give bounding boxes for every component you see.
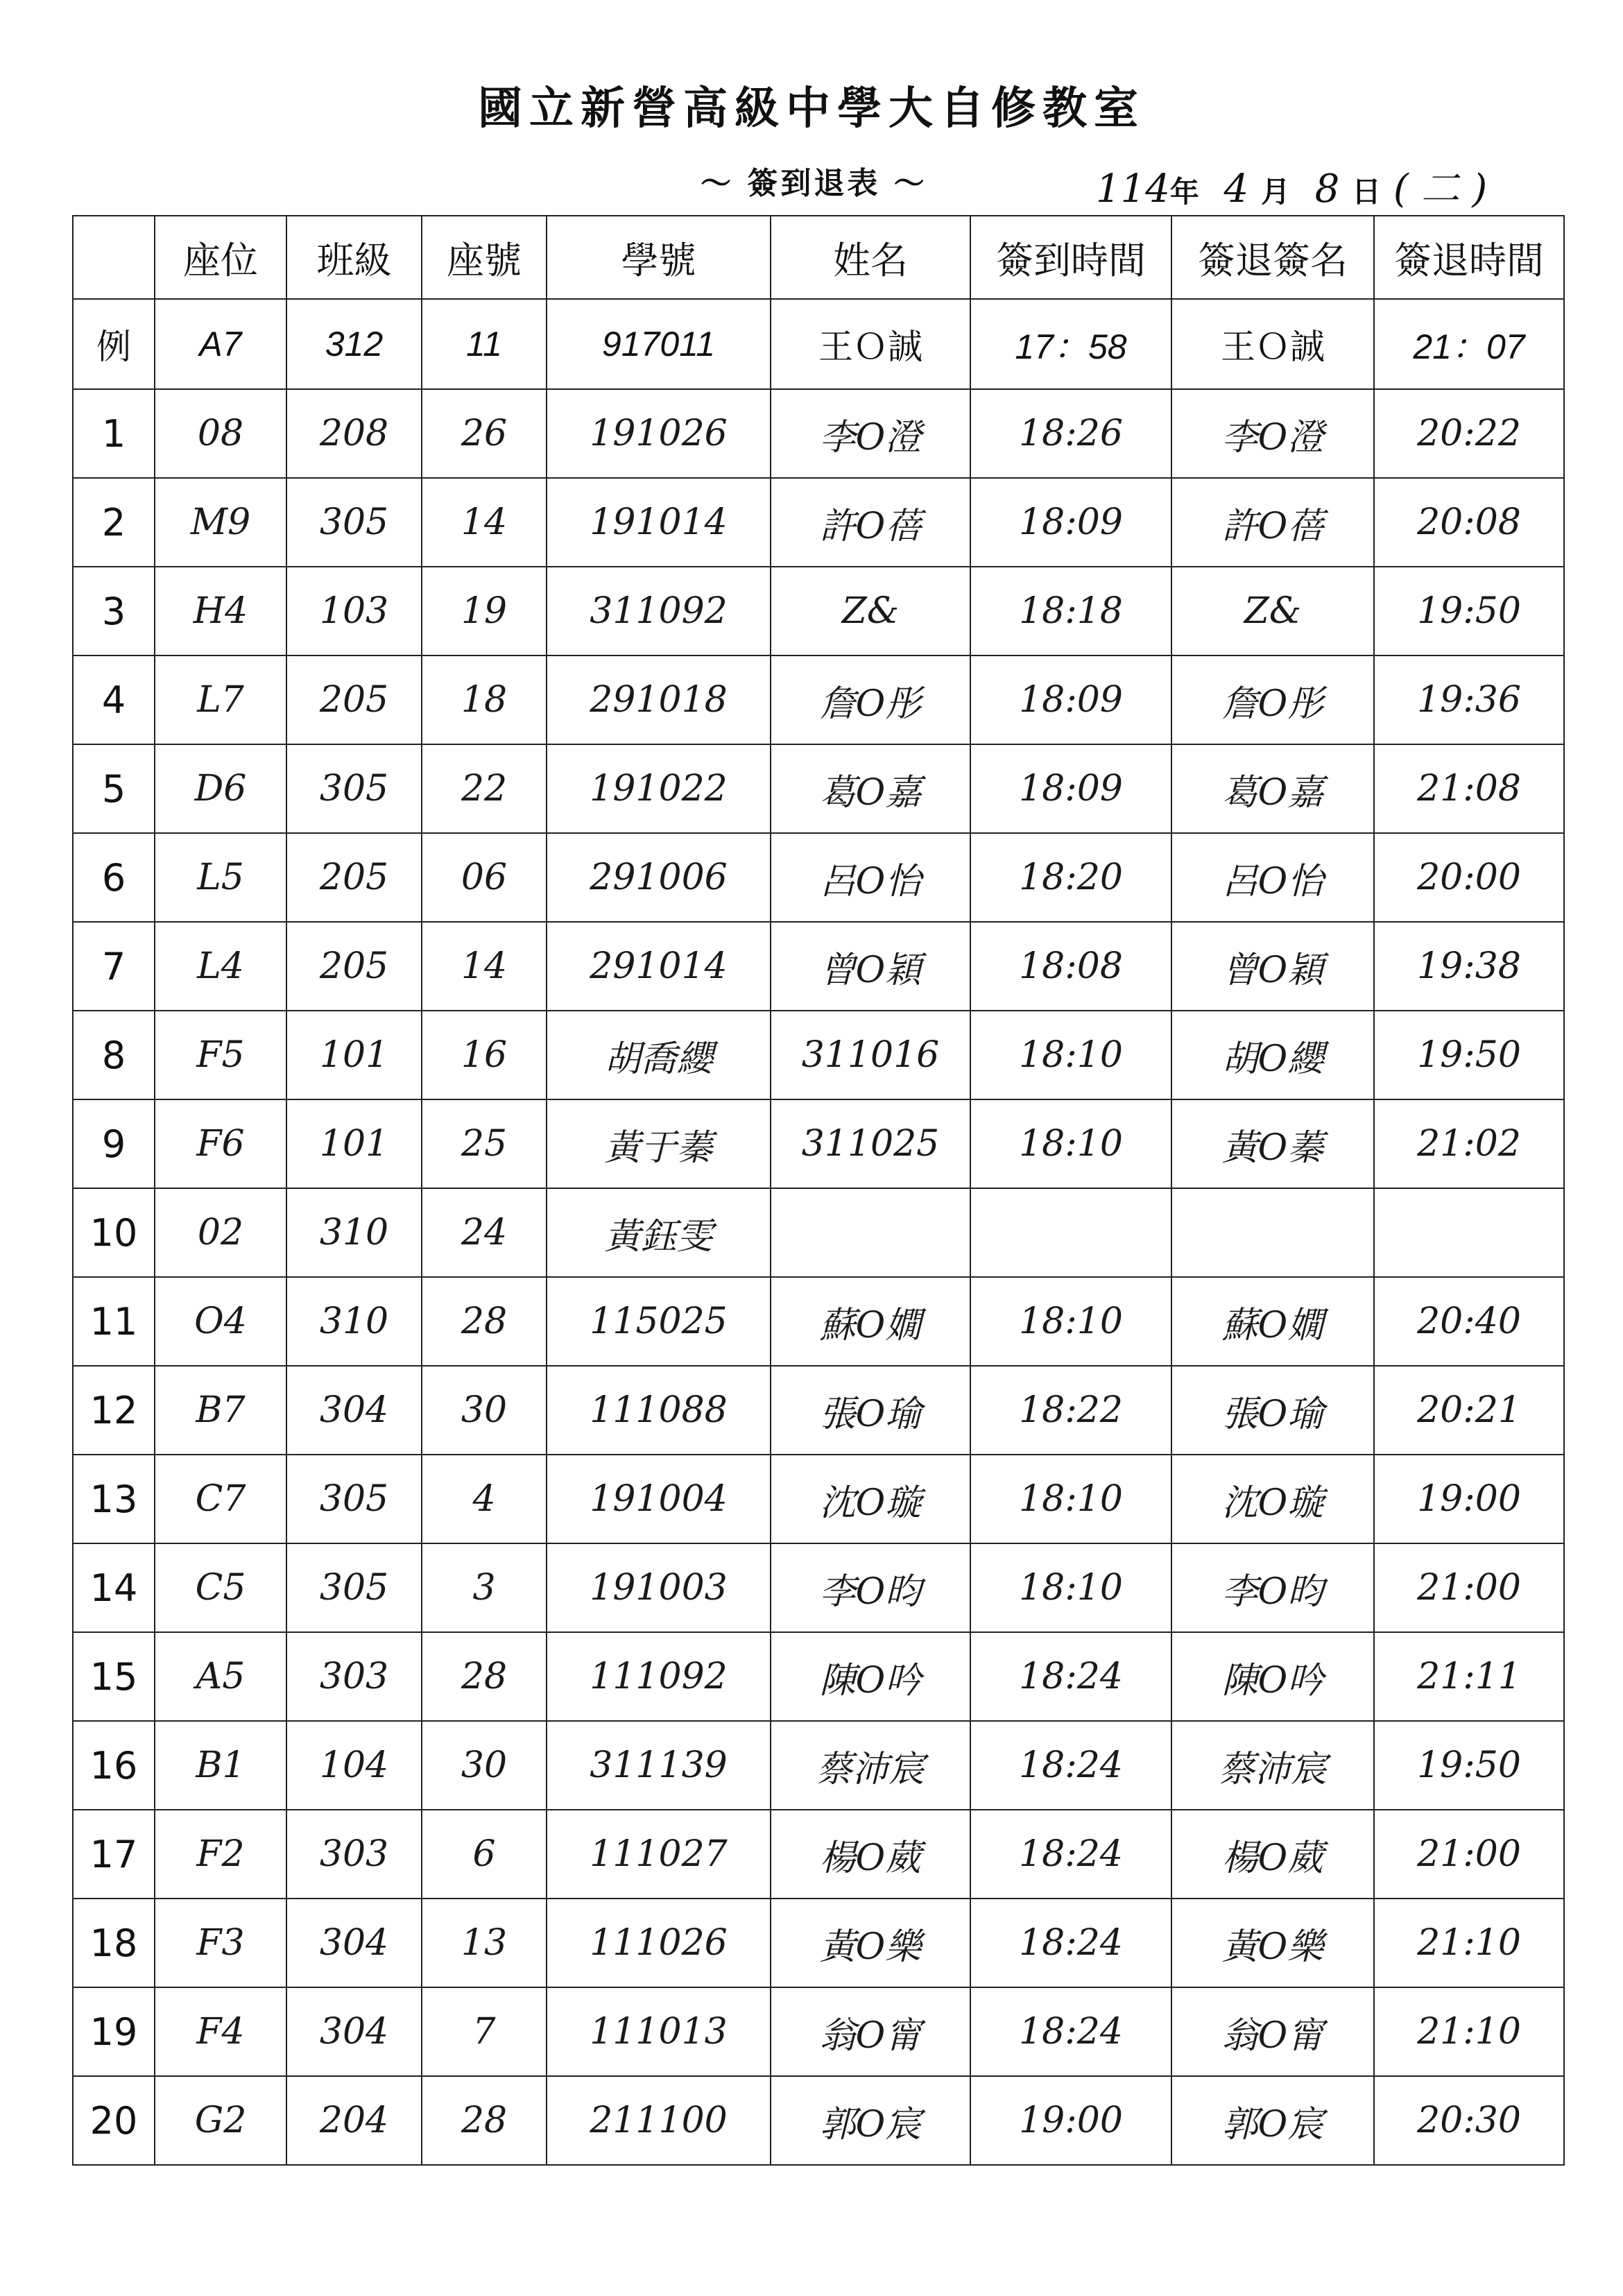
example-number: 11 <box>422 299 547 389</box>
cell-seat: L5 <box>155 833 286 922</box>
cell-seat: F2 <box>155 1810 286 1899</box>
date-line <box>1096 158 1487 214</box>
cell-number: 13 <box>422 1899 547 1987</box>
row-number: 18 <box>73 1899 155 1987</box>
cell-checkin: 18:10 <box>970 1011 1171 1099</box>
table-row <box>73 1543 1564 1632</box>
signin-table <box>72 215 1565 2166</box>
cell-checkout: 19:50 <box>1374 1011 1564 1099</box>
cell-checkin: 18:20 <box>970 833 1171 922</box>
col-header-checkout: 簽退時間 <box>1374 216 1564 299</box>
cell-class: 310 <box>286 1188 422 1277</box>
cell-class: 205 <box>286 833 422 922</box>
cell-signout-name: 翁O甯 <box>1171 1987 1374 2076</box>
cell-checkin: 18:22 <box>970 1366 1171 1455</box>
cell-checkout <box>1374 1188 1564 1277</box>
cell-name: 曾O穎 <box>771 922 970 1011</box>
cell-checkout: 19:38 <box>1374 922 1564 1011</box>
cell-class: 304 <box>286 1987 422 2076</box>
row-number: 19 <box>73 1987 155 2076</box>
cell-student-id: 111092 <box>547 1632 771 1721</box>
cell-checkin: 18:24 <box>970 1721 1171 1810</box>
cell-number: 19 <box>422 567 547 656</box>
cell-number: 06 <box>422 833 547 922</box>
table-row <box>73 1632 1564 1721</box>
cell-checkout: 20:22 <box>1374 389 1564 478</box>
cell-checkout: 21:10 <box>1374 1987 1564 2076</box>
cell-student-id: 291018 <box>547 656 771 744</box>
cell-checkout: 21:08 <box>1374 744 1564 833</box>
cell-seat: M9 <box>155 478 286 567</box>
row-number: 4 <box>73 656 155 744</box>
cell-signout-name: 沈O璇 <box>1171 1455 1374 1543</box>
cell-number: 3 <box>422 1543 547 1632</box>
cell-signout-name: 蔡沛宸 <box>1171 1721 1374 1810</box>
cell-class: 305 <box>286 1455 422 1543</box>
cell-checkin: 19:00 <box>970 2076 1171 2165</box>
table-row <box>73 1366 1564 1455</box>
date-weekday: ( 二 ) <box>1393 166 1488 212</box>
cell-checkin: 18:08 <box>970 922 1171 1011</box>
table-row <box>73 2076 1564 2165</box>
table-row <box>73 567 1564 656</box>
cell-checkout: 19:50 <box>1374 1721 1564 1810</box>
cell-class: 101 <box>286 1011 422 1099</box>
cell-signout-name: 陳O吟 <box>1171 1632 1374 1721</box>
cell-student-id: 111013 <box>547 1987 771 2076</box>
cell-name: 呂O怡 <box>771 833 970 922</box>
cell-signout-name: 楊O葳 <box>1171 1810 1374 1899</box>
cell-name: 許O蓓 <box>771 478 970 567</box>
cell-number: 26 <box>422 389 547 478</box>
cell-name: 黃O樂 <box>771 1899 970 1987</box>
cell-checkout: 20:40 <box>1374 1277 1564 1366</box>
cell-number: 22 <box>422 744 547 833</box>
cell-name <box>771 1188 970 1277</box>
cell-seat: B1 <box>155 1721 286 1810</box>
cell-checkin: 18:10 <box>970 1099 1171 1188</box>
date-year: 114 <box>1096 166 1170 212</box>
row-number: 9 <box>73 1099 155 1188</box>
cell-checkout: 20:30 <box>1374 2076 1564 2165</box>
row-number: 1 <box>73 389 155 478</box>
table-row <box>73 1099 1564 1188</box>
cell-student-id: 191026 <box>547 389 771 478</box>
table-row <box>73 1987 1564 2076</box>
cell-signout-name: 郭O宸 <box>1171 2076 1374 2165</box>
cell-class: 208 <box>286 389 422 478</box>
table-row <box>73 1899 1564 1987</box>
row-number: 6 <box>73 833 155 922</box>
example-seat: A7 <box>155 299 286 389</box>
cell-student-id: 111026 <box>547 1899 771 1987</box>
cell-signout-name: 許O蓓 <box>1171 478 1374 567</box>
cell-class: 104 <box>286 1721 422 1810</box>
col-header-class: 班級 <box>286 216 422 299</box>
cell-name: 陳O吟 <box>771 1632 970 1721</box>
cell-seat: L4 <box>155 922 286 1011</box>
cell-seat: A5 <box>155 1632 286 1721</box>
cell-student-id: 191022 <box>547 744 771 833</box>
cell-student-id: 191014 <box>547 478 771 567</box>
cell-number: 28 <box>422 1277 547 1366</box>
cell-number: 24 <box>422 1188 547 1277</box>
cell-student-id: 黃鈺雯 <box>547 1188 771 1277</box>
cell-name: 楊O葳 <box>771 1810 970 1899</box>
example-label: 例 <box>73 299 155 389</box>
cell-checkin: 18:24 <box>970 1899 1171 1987</box>
cell-seat: C5 <box>155 1543 286 1632</box>
page-subtitle: ～ 簽到退表 ～ <box>701 166 927 201</box>
cell-signout-name: 詹O彤 <box>1171 656 1374 744</box>
cell-class: 310 <box>286 1277 422 1366</box>
table-row <box>73 478 1564 567</box>
col-header-student-id: 學號 <box>547 216 771 299</box>
cell-number: 25 <box>422 1099 547 1188</box>
row-number: 7 <box>73 922 155 1011</box>
table-row <box>73 1011 1564 1099</box>
cell-seat: B7 <box>155 1366 286 1455</box>
cell-class: 205 <box>286 656 422 744</box>
cell-signout-name: 李O澄 <box>1171 389 1374 478</box>
cell-checkout: 19:00 <box>1374 1455 1564 1543</box>
cell-name: 李O澄 <box>771 389 970 478</box>
cell-class: 101 <box>286 1099 422 1188</box>
table-row <box>73 1810 1564 1899</box>
example-checkout: 21：07 <box>1374 299 1564 389</box>
example-class: 312 <box>286 299 422 389</box>
cell-checkout: 20:21 <box>1374 1366 1564 1455</box>
cell-class: 205 <box>286 922 422 1011</box>
example-row <box>73 299 1564 389</box>
cell-checkin: 18:10 <box>970 1455 1171 1543</box>
cell-number: 7 <box>422 1987 547 2076</box>
example-checkin: 17：58 <box>970 299 1171 389</box>
cell-seat: F4 <box>155 1987 286 2076</box>
table-row <box>73 833 1564 922</box>
table-row <box>73 1455 1564 1543</box>
cell-checkout: 20:00 <box>1374 833 1564 922</box>
cell-signout-name: 葛O嘉 <box>1171 744 1374 833</box>
cell-checkin: 18:09 <box>970 656 1171 744</box>
col-header-index <box>73 216 155 299</box>
cell-checkin: 18:10 <box>970 1543 1171 1632</box>
row-number: 17 <box>73 1810 155 1899</box>
table-row <box>73 922 1564 1011</box>
cell-seat: F3 <box>155 1899 286 1987</box>
col-header-signout-name: 簽退簽名 <box>1171 216 1374 299</box>
cell-class: 303 <box>286 1810 422 1899</box>
cell-checkin: 18:09 <box>970 744 1171 833</box>
cell-name: 翁O甯 <box>771 1987 970 2076</box>
page-title: 國立新營高級中學大自修教室 <box>478 83 1145 135</box>
cell-name: 李O昀 <box>771 1543 970 1632</box>
date-day: 8 <box>1314 166 1340 212</box>
cell-checkout: 21:00 <box>1374 1543 1564 1632</box>
cell-checkout: 19:50 <box>1374 567 1564 656</box>
cell-student-id: 黃于蓁 <box>547 1099 771 1188</box>
cell-seat: D6 <box>155 744 286 833</box>
row-number: 5 <box>73 744 155 833</box>
cell-number: 16 <box>422 1011 547 1099</box>
cell-seat: 08 <box>155 389 286 478</box>
cell-signout-name: 曾O穎 <box>1171 922 1374 1011</box>
row-number: 12 <box>73 1366 155 1455</box>
cell-number: 28 <box>422 1632 547 1721</box>
cell-student-id: 胡喬纓 <box>547 1011 771 1099</box>
cell-checkin: 18:10 <box>970 1277 1171 1366</box>
cell-seat: F6 <box>155 1099 286 1188</box>
cell-signout-name: 蘇O嫺 <box>1171 1277 1374 1366</box>
cell-student-id: 211100 <box>547 2076 771 2165</box>
cell-checkin: 18:09 <box>970 478 1171 567</box>
row-number: 20 <box>73 2076 155 2165</box>
date-month: 4 <box>1223 166 1249 212</box>
cell-name: 葛O嘉 <box>771 744 970 833</box>
table-row <box>73 1188 1564 1277</box>
row-number: 13 <box>73 1455 155 1543</box>
cell-name: 蘇O嫺 <box>771 1277 970 1366</box>
cell-number: 28 <box>422 2076 547 2165</box>
row-number: 10 <box>73 1188 155 1277</box>
cell-name: 311025 <box>771 1099 970 1188</box>
cell-signout-name: 呂O怡 <box>1171 833 1374 922</box>
row-number: 16 <box>73 1721 155 1810</box>
cell-class: 305 <box>286 478 422 567</box>
date-day-label: 日 <box>1352 175 1382 209</box>
cell-student-id: 191004 <box>547 1455 771 1543</box>
row-number: 8 <box>73 1011 155 1099</box>
cell-seat: 02 <box>155 1188 286 1277</box>
cell-signout-name: 黃O蓁 <box>1171 1099 1374 1188</box>
col-header-number: 座號 <box>422 216 547 299</box>
cell-number: 14 <box>422 478 547 567</box>
example-student-id: 917011 <box>547 299 771 389</box>
cell-seat: F5 <box>155 1011 286 1099</box>
table-row <box>73 744 1564 833</box>
col-header-checkin: 簽到時間 <box>970 216 1171 299</box>
cell-seat: H4 <box>155 567 286 656</box>
cell-checkout: 21:02 <box>1374 1099 1564 1188</box>
cell-number: 30 <box>422 1366 547 1455</box>
table-row <box>73 656 1564 744</box>
cell-checkin: 18:18 <box>970 567 1171 656</box>
row-number: 3 <box>73 567 155 656</box>
row-number: 15 <box>73 1632 155 1721</box>
date-year-label: 年 <box>1169 175 1199 209</box>
example-signout-name: 王Ｏ誠 <box>1171 299 1374 389</box>
cell-checkin <box>970 1188 1171 1277</box>
cell-signout-name: 張O瑜 <box>1171 1366 1374 1455</box>
cell-name: 蔡沛宸 <box>771 1721 970 1810</box>
cell-seat: O4 <box>155 1277 286 1366</box>
cell-checkout: 20:08 <box>1374 478 1564 567</box>
table-header-row <box>73 216 1564 299</box>
cell-number: 4 <box>422 1455 547 1543</box>
table-row <box>73 389 1564 478</box>
cell-checkin: 18:24 <box>970 1632 1171 1721</box>
date-month-label: 月 <box>1260 175 1290 209</box>
cell-class: 304 <box>286 1899 422 1987</box>
cell-student-id: 111027 <box>547 1810 771 1899</box>
cell-student-id: 115025 <box>547 1277 771 1366</box>
cell-class: 204 <box>286 2076 422 2165</box>
row-number: 11 <box>73 1277 155 1366</box>
cell-name: 詹O彤 <box>771 656 970 744</box>
cell-student-id: 291006 <box>547 833 771 922</box>
cell-class: 103 <box>286 567 422 656</box>
table-row <box>73 1721 1564 1810</box>
cell-seat: L7 <box>155 656 286 744</box>
cell-signout-name: 黃O樂 <box>1171 1899 1374 1987</box>
cell-number: 18 <box>422 656 547 744</box>
col-header-name: 姓名 <box>771 216 970 299</box>
cell-number: 14 <box>422 922 547 1011</box>
cell-checkin: 18:24 <box>970 1810 1171 1899</box>
cell-checkout: 21:00 <box>1374 1810 1564 1899</box>
row-number: 2 <box>73 478 155 567</box>
cell-name: 張O瑜 <box>771 1366 970 1455</box>
cell-number: 30 <box>422 1721 547 1810</box>
cell-class: 305 <box>286 1543 422 1632</box>
cell-name: Z& <box>771 567 970 656</box>
cell-checkout: 21:11 <box>1374 1632 1564 1721</box>
cell-name: 郭O宸 <box>771 2076 970 2165</box>
cell-signout-name: 胡O纓 <box>1171 1011 1374 1099</box>
cell-student-id: 291014 <box>547 922 771 1011</box>
table-row <box>73 1277 1564 1366</box>
row-number: 14 <box>73 1543 155 1632</box>
cell-student-id: 111088 <box>547 1366 771 1455</box>
cell-class: 303 <box>286 1632 422 1721</box>
cell-name: 311016 <box>771 1011 970 1099</box>
cell-checkin: 18:24 <box>970 1987 1171 2076</box>
cell-seat: C7 <box>155 1455 286 1543</box>
cell-student-id: 311139 <box>547 1721 771 1810</box>
cell-signout-name: Z& <box>1171 567 1374 656</box>
cell-name: 沈O璇 <box>771 1455 970 1543</box>
cell-number: 6 <box>422 1810 547 1899</box>
cell-class: 305 <box>286 744 422 833</box>
example-name: 王Ｏ誠 <box>771 299 970 389</box>
cell-seat: G2 <box>155 2076 286 2165</box>
cell-student-id: 191003 <box>547 1543 771 1632</box>
cell-checkout: 19:36 <box>1374 656 1564 744</box>
col-header-seat: 座位 <box>155 216 286 299</box>
cell-signout-name: 李O昀 <box>1171 1543 1374 1632</box>
cell-class: 304 <box>286 1366 422 1455</box>
cell-signout-name <box>1171 1188 1374 1277</box>
cell-checkout: 21:10 <box>1374 1899 1564 1987</box>
cell-student-id: 311092 <box>547 567 771 656</box>
cell-checkin: 18:26 <box>970 389 1171 478</box>
